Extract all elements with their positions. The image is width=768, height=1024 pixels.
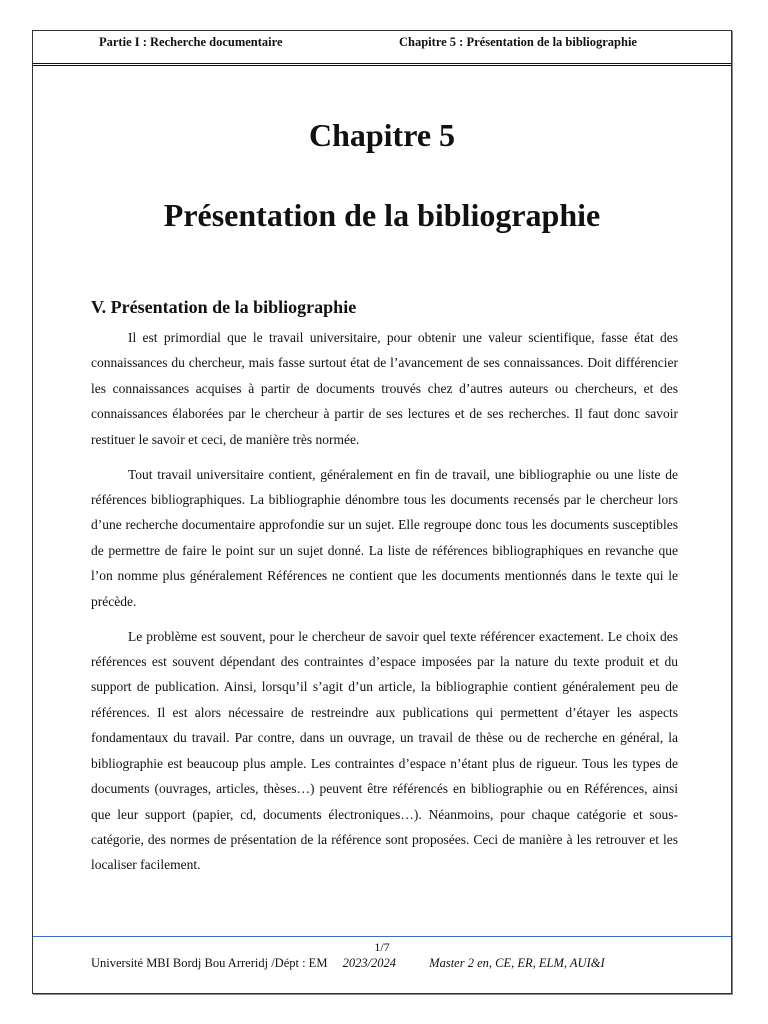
page-number: 1/7 [374, 940, 390, 954]
header-part-title: Partie I : Recherche documentaire [99, 35, 283, 49]
footer-line [91, 956, 605, 971]
footer-academic-year: 2023/2024 [342, 956, 397, 970]
paragraph: Il est primordial que le travail universitaire, pour obtenir une valeur scientifique, fasse état des connaissances du chercheur, mais fasse surtout état de l’avancement de ses connaissances. Doit différencier les connaissances acquises à partir de documents trouvés chez d’autres auteurs ou chercheurs, et des connaissances élaborées par le chercheur à partir de ses lectures et de ses recherches. Il faut donc savoir restituer le savoir et ceci, de manière très normée. [91, 330, 678, 447]
paragraph: Le problème est souvent, pour le chercheur de savoir quel texte référencer exactement. Le choix des références est souvent dépendant des contraintes d’espace imposées par la nature du texte produit et du support de publication. Ainsi, lorsqu’il s’agit d’un article, la bibliographie contient généralement peu de références. Il est alors nécessaire de restreindre aux publications qui permettent d’étayer les aspects fondamentaux du travail. Par contre, dans un ouvrage, un travail de thèse ou de recherche en général, la bibliographie est beaucoup plus ample. Les contraintes d’espace n’étant plus de rigueur. Tous les types de documents (ouvrages, articles, thèses…) peuvent être référencés en bibliographie ou en Références, ainsi que leur support (papier, cd, documents électroniques…). Néanmoins, pour chaque catégorie et sous-catégorie, des normes de présentation de la référence sont proposées. Ceci de manière à les retrouver et les localiser facilement. [91, 628, 678, 873]
document-page [32, 30, 732, 994]
section-heading: V. Présentation de la bibliographie [91, 297, 357, 317]
paragraph: Tout travail universitaire contient, généralement en fin de travail, une bibliographie ou une liste de références bibliographiques. La bibliographie dénombre tous les documents recensés par le chercheur lors d’une recherche documentaire approfondie sur un sujet. Elle regroupe donc tous les documents susceptibles de permettre de faire le point sur un sujet donné. La liste de références bibliographiques en revanche que l’on nomme plus généralement Références ne contient que les documents mentionnés dans le texte qui le précède. [91, 466, 678, 609]
footer-university: Université MBI Bordj Bou Arreridj /Dépt : EM [91, 956, 328, 970]
footer-program: Master 2 en, CE, ER, ELM, AUI&I [429, 956, 605, 970]
running-header [33, 31, 731, 66]
chapter-number: Chapitre 5 [308, 117, 456, 153]
header-chapter-title: Chapitre 5 : Présentation de la bibliographie [399, 35, 637, 49]
chapter-title: Présentation de la bibliographie [163, 197, 601, 233]
body-text [91, 325, 678, 887]
footer-divider [33, 936, 731, 937]
